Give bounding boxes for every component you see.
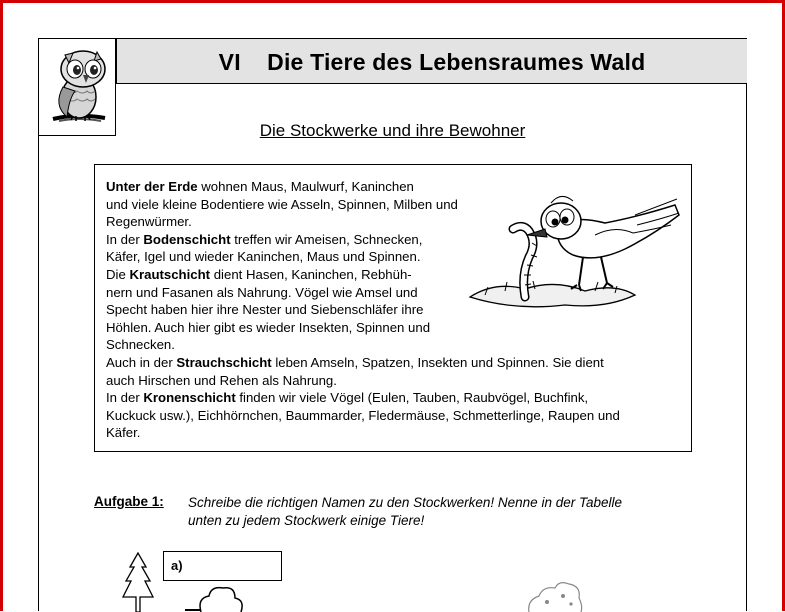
info-line: In der Bodenschicht treffen wir Ameisen, Schnecken, — [106, 231, 423, 247]
task-line: unten zu jedem Stockwerk einige Tiere! — [188, 512, 425, 528]
answer-label: a) — [171, 558, 183, 573]
info-line: Käfer. — [106, 425, 141, 441]
info-line: Auch in der Strauchschicht leben Amseln, Spatzen, Insekten und Spinnen. Sie dient — [106, 355, 604, 370]
info-line: Regenwürmer. — [106, 214, 192, 230]
task-instructions — [188, 494, 622, 529]
info-line: In der Kronenschicht finden wir viele Vögel (Eulen, Tauben, Raubvögel, Buchfink, — [106, 390, 589, 406]
mushroom-icon — [523, 578, 585, 612]
info-line: auch Hirschen und Rehen als Nahrung. — [106, 372, 337, 388]
info-line: Käfer, Igel und wieder Kaninchen, Maus und Spinnen. — [106, 249, 421, 265]
title-bar — [116, 39, 747, 84]
info-box — [94, 164, 692, 452]
info-line: Specht haben hier ihre Nester und Siebenschläfer ihre — [106, 302, 424, 318]
worksheet — [38, 38, 747, 611]
task-line: Schreibe die richtigen Namen zu den Stockwerken! Nenne in der Tabelle — [188, 495, 623, 510]
fir-tree-icon — [121, 551, 155, 612]
bush-icon — [179, 584, 249, 612]
info-line: Höhlen. Auch hier gibt es wieder Insekten, Spinnen und — [106, 319, 431, 335]
task-label: Aufgabe 1: — [94, 494, 164, 509]
info-line: und viele kleine Bodentiere wie Asseln, Spinnen, Milben und — [106, 196, 458, 212]
page-title: VI Die Tiere des Lebensraumes Wald — [218, 49, 646, 75]
info-line: Die Krautschicht dient Hasen, Kaninchen, Rebhüh- — [106, 267, 412, 282]
answer-field-a[interactable] — [163, 551, 282, 581]
section-subtitle: Die Stockwerke und ihre Bewohner — [259, 121, 526, 140]
info-line: Kuckuck usw.), Eichhörnchen, Baummarder, Fledermäuse, Schmetterlinge, Raupen und — [106, 407, 620, 423]
bird-worm-illustration-icon — [465, 185, 685, 315]
info-line: Unter der Erde wohnen Maus, Maulwurf, Kaninchen — [106, 179, 414, 194]
info-line: nern und Fasanen als Nahrung. Vögel wie Amsel und — [106, 284, 418, 300]
info-line: Schnecken. — [106, 337, 175, 353]
